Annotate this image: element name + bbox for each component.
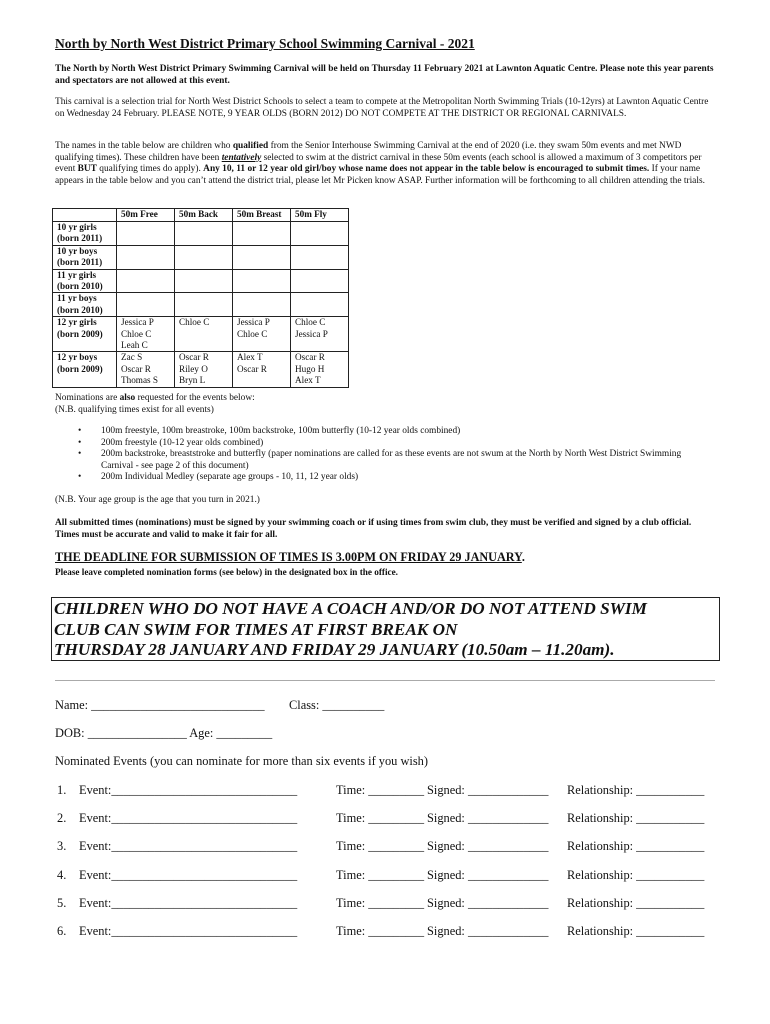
event-field[interactable]: Event:______________________________ [79, 811, 298, 826]
deadline-heading: THE DEADLINE FOR SUBMISSION OF TIMES IS 3.00PM ON FRIDAY 29 JANUARY. [55, 550, 525, 564]
bullet-icon: • [78, 426, 82, 436]
table-cell [175, 245, 233, 269]
name-field[interactable]: Name: ____________________________ [55, 698, 265, 712]
table-cell [291, 222, 349, 246]
relationship-field[interactable]: Relationship: ___________ [567, 839, 705, 854]
table-cell [233, 222, 291, 246]
signed-field[interactable]: Signed: _____________ [427, 811, 549, 826]
table-row [53, 245, 349, 269]
signed-field[interactable]: Signed: _____________ [427, 839, 549, 854]
signed-field[interactable]: Signed: _____________ [427, 895, 549, 910]
swimmer-name: Chloe C [237, 328, 268, 339]
table-cell [117, 293, 175, 317]
intro-paragraph: The North by North West District Primary Swimming Carnival will be held on Thursday 11 February 2021 at Lawnton Aquatic Centre. Please note this year parents and spectators are not allowed at this event. [55, 64, 714, 86]
table-header-row [53, 209, 349, 222]
time-field[interactable]: Time: _________ [336, 924, 425, 938]
time-field[interactable]: Time: _________ [336, 895, 425, 910]
age-group-cell: 10 yr boys (born 2011) [53, 245, 117, 269]
table-cell [291, 245, 349, 269]
table-cell [233, 352, 291, 387]
table-cell [291, 352, 349, 387]
table-header-cell: 50m Fly [291, 209, 349, 222]
swimmer-name: Bryn L [179, 375, 206, 386]
list-item: • 200m Individual Medley (separate age groups - 10, 11, 12 year olds) [78, 472, 359, 483]
list-item: • 100m freestyle, 100m breastroke, 100m backstroke, 100m butterfly (10-12 year olds combined) [78, 426, 461, 436]
table-cell [291, 317, 349, 352]
table-header-cell: 50m Free [117, 209, 175, 222]
signed-field[interactable]: Signed: _____________ [427, 783, 549, 797]
nominations-note: Nominations are also requested for the events below: (N.B. qualifying times exist for all events) [55, 393, 255, 415]
swimmer-name: Thomas S [121, 375, 159, 386]
table-cell [175, 317, 233, 352]
swimmer-name: Oscar R [295, 352, 325, 363]
table-cell [175, 222, 233, 246]
class-field[interactable]: Class: __________ [289, 698, 385, 712]
time-field[interactable]: Time: _________ [336, 867, 425, 882]
table-cell [233, 317, 291, 352]
swimmer-name: Alex T [237, 352, 263, 363]
age-group-cell: 11 yr girls (born 2010) [53, 269, 117, 293]
swimmer-name: Hugo H [295, 363, 325, 374]
bullet-icon: • [78, 449, 82, 460]
table-cell [175, 293, 233, 317]
table-row [53, 352, 349, 387]
swimmer-name: Oscar R [121, 363, 151, 374]
swimmer-name: Chloe C [179, 317, 210, 328]
table-cell [117, 317, 175, 352]
qualified-names-paragraph: The names in the table below are children who qualified from the Senior Interhouse Swimming Carnival at the end of 2020 (i.e. they swam 50m events and met NWD qualifying times). These children have been tentatively selected to swim at the district carnival in these 50m events (each school is allowed a maximum of 3 competitors per event BUT qualifying times do apply). Any 10, 11 or 12 year old girl/boy whose name does not appear in the table below is encouraged to submit times. If your name appears in the table below and you can’t attend the district trial, please let Mr Picken know ASAP. Further information will be forthcoming to all children attending the trials. [55, 141, 705, 186]
list-item: • 200m freestyle (10-12 year olds combined) [78, 437, 264, 448]
cut-line-divider [55, 680, 715, 681]
event-field[interactable]: Event:______________________________ [79, 839, 298, 854]
swimmer-name: Chloe C [121, 328, 152, 339]
swimmer-name: Jessica P [295, 328, 328, 339]
dob-age-field[interactable]: DOB: ________________ Age: _________ [55, 726, 273, 740]
event-field[interactable]: Event:______________________________ [79, 895, 298, 910]
swimmer-name: Chloe C [295, 317, 326, 328]
row-number: 6. [57, 924, 67, 938]
age-group-cell: 12 yr boys (born 2009) [53, 352, 117, 387]
page-title: North by North West District Primary School Swimming Carnival - 2021 [55, 36, 475, 51]
swimmer-name: Jessica P [121, 317, 154, 328]
relationship-field[interactable]: Relationship: ___________ [567, 783, 705, 797]
selection-trial-paragraph: This carnival is a selection trial for North West District Schools to select a team to compete at the Metropolitan North Swimming Trials (10-12yrs) at Lawnton Aquatic Centre on Wednesday 24 February. PLEASE NOTE, 9 YEAR OLDS (BORN 2012) DO NOT COMPETE AT THE DISTRICT OR REGIONAL CARNIVALS. [55, 97, 709, 119]
table-cell [233, 293, 291, 317]
row-number: 4. [57, 867, 67, 882]
coach-notice-text: CHILDREN WHO DO NOT HAVE A COACH AND/OR DO NOT ATTEND SWIM CLUB CAN SWIM FOR TIMES AT FIRST BREAK ON THURSDAY 28 JANUARY AND FRIDAY 29 JANUARY (10.50am – 11.20am). [54, 599, 647, 659]
event-field[interactable]: Event:______________________________ [79, 867, 298, 882]
signed-field[interactable]: Signed: _____________ [427, 867, 549, 882]
swimmer-name: Zac S [121, 352, 143, 363]
swimmer-name: Alex T [295, 375, 321, 386]
swimmer-name: Oscar R [179, 352, 209, 363]
age-group-cell: 12 yr girls (born 2009) [53, 317, 117, 352]
signed-field[interactable]: Signed: _____________ [427, 924, 549, 938]
table-row [53, 269, 349, 293]
table-cell [233, 269, 291, 293]
bullet-icon: • [78, 437, 82, 448]
relationship-field[interactable]: Relationship: ___________ [567, 924, 705, 938]
time-field[interactable]: Time: _________ [336, 783, 425, 797]
table-header-cell: 50m Breast [233, 209, 291, 222]
swimmer-name: Leah C [121, 340, 148, 351]
table-row [53, 293, 349, 317]
event-field[interactable]: Event:______________________________ [79, 924, 298, 938]
age-group-cell: 10 yr girls (born 2011) [53, 222, 117, 246]
row-number: 2. [57, 811, 67, 826]
table-cell [117, 269, 175, 293]
table-cell [175, 269, 233, 293]
table-cell [117, 245, 175, 269]
age-group-cell: 11 yr boys (born 2010) [53, 293, 117, 317]
table-header-cell: 50m Back [175, 209, 233, 222]
leave-forms-note: Please leave completed nomination forms (see below) in the designated box in the office. [55, 567, 398, 577]
row-number: 5. [57, 895, 67, 910]
table-row [53, 222, 349, 246]
swimmer-name: Oscar R [237, 363, 267, 374]
qualifiers-table [52, 208, 349, 388]
nominated-events-label: Nominated Events (you can nominate for more than six events if you wish) [55, 754, 429, 768]
time-field[interactable]: Time: _________ [336, 839, 425, 854]
swimmer-name: Jessica P [237, 317, 270, 328]
relationship-field[interactable]: Relationship: ___________ [567, 811, 705, 826]
row-number: 3. [57, 839, 67, 854]
table-cell [291, 269, 349, 293]
table-cell [117, 222, 175, 246]
time-field[interactable]: Time: _________ [336, 811, 425, 826]
table-header-cell [53, 209, 117, 222]
table-cell [233, 245, 291, 269]
submitted-times-note: All submitted times (nominations) must be signed by your swimming coach or if using times from swim club, they must be verified and signed by a club official. Times must be accurate and valid to make it fair for all. [55, 518, 692, 540]
row-number: 1. [57, 783, 67, 797]
bullet-icon: • [78, 472, 82, 483]
age-group-note: (N.B. Your age group is the age that you turn in 2021.) [55, 495, 260, 505]
swimmer-name: Riley O [179, 363, 208, 374]
nomination-events-list [80, 426, 700, 484]
table-cell [117, 352, 175, 387]
table-cell [175, 352, 233, 387]
relationship-field[interactable]: Relationship: ___________ [567, 895, 705, 910]
relationship-field[interactable]: Relationship: ___________ [567, 867, 705, 882]
table-cell [291, 293, 349, 317]
event-field[interactable]: Event:______________________________ [79, 783, 298, 797]
table-row [53, 317, 349, 352]
list-item: • 200m backstroke, breaststroke and butterfly (paper nominations are called for as these events are not swum at the North by North West District Swimming Carnival - see page 2 of this document) [78, 449, 682, 471]
